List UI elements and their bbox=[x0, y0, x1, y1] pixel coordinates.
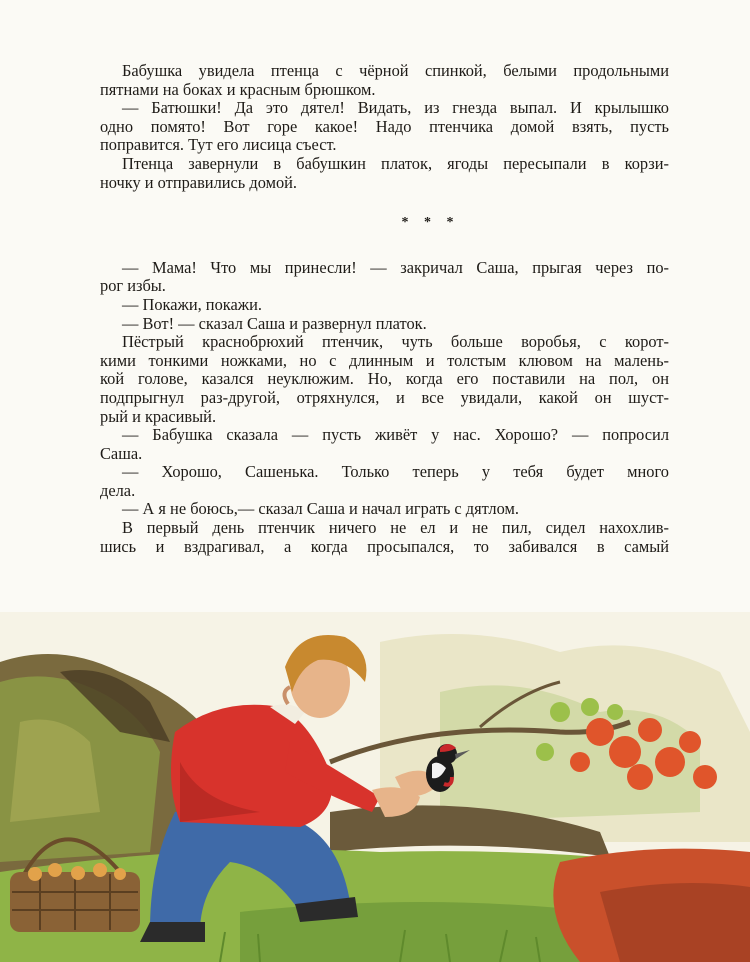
text-line: Пёстрый краснобрюхий птенчик, чуть больше воробья, с корот- bbox=[122, 332, 669, 352]
berry bbox=[48, 863, 62, 877]
paragraph-7 bbox=[100, 332, 669, 426]
text-line: кой голове, казался неуклюжим. Но, когда его поставили на пол, он bbox=[100, 369, 669, 389]
leaf bbox=[536, 743, 554, 761]
paragraph-11 bbox=[100, 518, 669, 556]
paragraph-3 bbox=[100, 153, 669, 192]
text-line: — Вот! — сказал Саша и развернул платок. bbox=[122, 313, 427, 333]
boy-shoe bbox=[140, 922, 205, 942]
text-line: — Хорошо, Сашенька. Только теперь у тебя будет много bbox=[122, 462, 669, 482]
text-line: дела. bbox=[100, 480, 136, 500]
leaf bbox=[607, 704, 623, 720]
grass-ground-dark bbox=[240, 902, 600, 962]
text-line: Птенца завернули в бабушкин платок, ягоды пересыпали в корзи- bbox=[122, 153, 669, 173]
paragraph-10 bbox=[122, 500, 669, 519]
text-line: шись и вздрагивал, а когда просыпался, то забивался в самый bbox=[100, 536, 669, 556]
text-line: одно помято! Вот горе какое! Надо птенчика домой взять, пусть bbox=[100, 116, 669, 136]
text-line: ночку и отправились домой. bbox=[100, 172, 298, 192]
leaf bbox=[609, 736, 641, 768]
text-line: — Мама! Что мы принесли! — закричал Саша, прыгая через по- bbox=[122, 257, 669, 277]
text-line: рог избы. bbox=[100, 276, 166, 296]
text-line: В первый день птенчик ничего не ел и не пил, сидел нахохлив- bbox=[122, 518, 669, 538]
paragraph-1 bbox=[100, 61, 669, 99]
berry bbox=[93, 863, 107, 877]
paragraph-6 bbox=[122, 315, 669, 334]
berry bbox=[28, 867, 42, 881]
leaf bbox=[638, 718, 662, 742]
text-line: поправится. Тут его лисица съест. bbox=[100, 135, 337, 155]
leaf-pile-shadow bbox=[600, 883, 750, 962]
leaf bbox=[570, 752, 590, 772]
paragraph-9 bbox=[100, 462, 669, 500]
leaf bbox=[627, 764, 653, 790]
boy-with-woodpecker-illustration bbox=[0, 612, 750, 962]
leaf bbox=[655, 747, 685, 777]
leaf bbox=[693, 765, 717, 789]
paragraph-8 bbox=[100, 425, 669, 463]
paragraph-5 bbox=[122, 296, 669, 315]
text-line: — А я не боюсь,— сказал Саша и начал играть с дятлом. bbox=[122, 499, 519, 519]
text-line: Саша. bbox=[100, 443, 143, 463]
leaf bbox=[586, 718, 614, 746]
paragraph-2 bbox=[100, 98, 669, 155]
paragraph-4 bbox=[100, 257, 669, 296]
text-line: — Покажи, покажи. bbox=[122, 294, 262, 314]
leaf bbox=[679, 731, 701, 753]
text-line: кими тонкими ножками, но с длинным и толстым клювом на малень- bbox=[100, 350, 669, 370]
berry bbox=[114, 868, 126, 880]
berry bbox=[71, 866, 85, 880]
text-line: пятнами на боках и красным брюшком. bbox=[100, 79, 376, 99]
text-line: — Бабушка сказала — пусть живёт у нас. Хорошо? — попросил bbox=[122, 425, 669, 445]
leaf bbox=[581, 698, 599, 716]
text-line: — Батюшки! Да это дятел! Видать, из гнезда выпал. И крылышко bbox=[122, 98, 669, 118]
story-text bbox=[100, 61, 669, 556]
section-divider: * * * bbox=[401, 215, 460, 231]
text-line: Бабушка увидела птенца с чёрной спинкой, белыми продольными bbox=[122, 61, 669, 80]
text-line: подпрыгнул раз-другой, отряхнулся, и все увидали, какой он шуст- bbox=[100, 387, 669, 407]
leaf bbox=[550, 702, 570, 722]
text-line: рый и красивый. bbox=[100, 406, 217, 426]
